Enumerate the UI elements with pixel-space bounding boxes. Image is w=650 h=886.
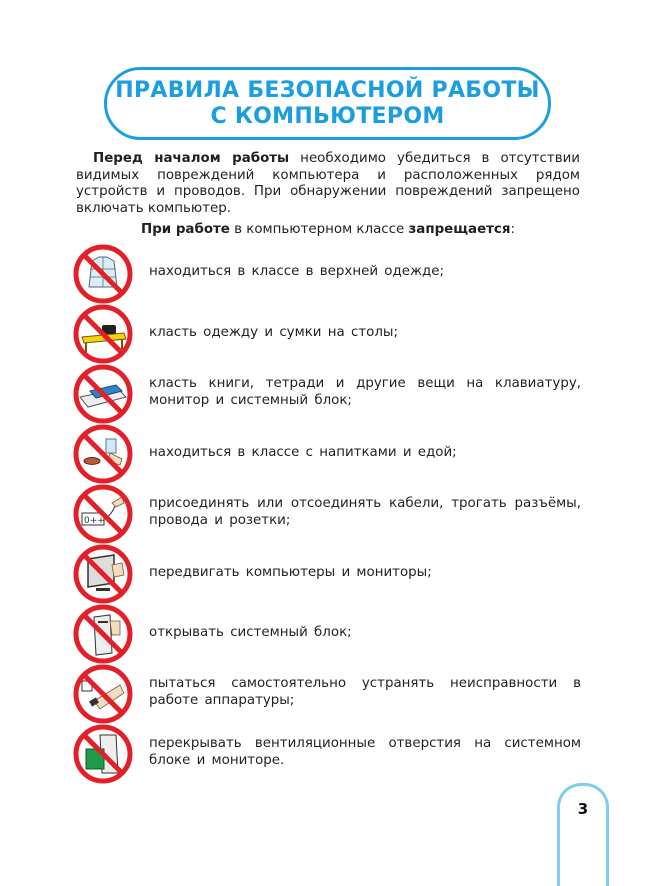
rule-item [72, 363, 582, 423]
rule-text: передвигать компьютеры и мониторы; [149, 565, 432, 580]
intro-paragraph [76, 151, 580, 217]
no-outerwear-icon [72, 243, 134, 305]
no-moving-monitor-icon [72, 543, 134, 605]
no-opening-case-icon [72, 603, 134, 665]
lead-bold-1: При работе [141, 222, 230, 237]
rule-text: пытаться самостоятельно устранять неисправности в работе аппаратуры; [149, 676, 581, 708]
rule-text: перекрывать вентиляционные отверстия на системном блоке и мониторе. [149, 736, 581, 768]
rule-item [72, 723, 582, 783]
rule-text: открывать системный блок; [149, 625, 352, 640]
rule-item [72, 663, 582, 723]
rule-text: находиться в классе в верхней одежде; [149, 264, 445, 279]
rule-item [72, 483, 582, 543]
rule-item [72, 243, 582, 303]
svg-text:0++: 0++ [84, 516, 105, 526]
title-box [104, 67, 551, 140]
intro-text: необходимо убедиться в отсутствии видимых повреждений компьютера и расположенных рядом устройств и проводов. При обнаружении повреждений запрещено включать компьютер. [76, 151, 581, 216]
lead-middle: в компьютерном классе [229, 222, 409, 237]
rule-text: класть книги, тетради и другие вещи на клавиатуру, монитор и системный блок; [149, 376, 581, 408]
rule-item [72, 603, 582, 663]
page-number: 3 [577, 800, 589, 818]
lead-end: : [510, 222, 515, 237]
rule-item [72, 423, 582, 483]
no-books-on-keyboard-icon [72, 363, 134, 425]
prohibited-lead [76, 222, 580, 238]
no-self-repair-icon [72, 663, 134, 725]
no-bags-on-desk-icon [72, 303, 134, 365]
rule-text: присоединять или отсоединять кабели, трогать разъёмы, провода и розетки; [149, 496, 581, 528]
lead-bold-2: запрещается [408, 222, 511, 237]
no-blocking-vents-icon [72, 723, 134, 785]
page-number-tab [557, 783, 609, 886]
intro-bold-lead: Перед началом работы [93, 151, 290, 166]
rule-text: находиться в классе с напитками и едой; [149, 445, 457, 460]
title-line-1: ПРАВИЛА БЕЗОПАСНОЙ РАБОТЫ [115, 77, 540, 103]
no-food-drinks-icon [72, 423, 134, 485]
rule-item [72, 303, 582, 363]
no-touching-cables-icon [72, 483, 134, 545]
title-line-2: С КОМПЬЮТЕРОМ [210, 103, 445, 129]
rule-text: класть одежду и сумки на столы; [149, 325, 398, 340]
rule-item [72, 543, 582, 603]
